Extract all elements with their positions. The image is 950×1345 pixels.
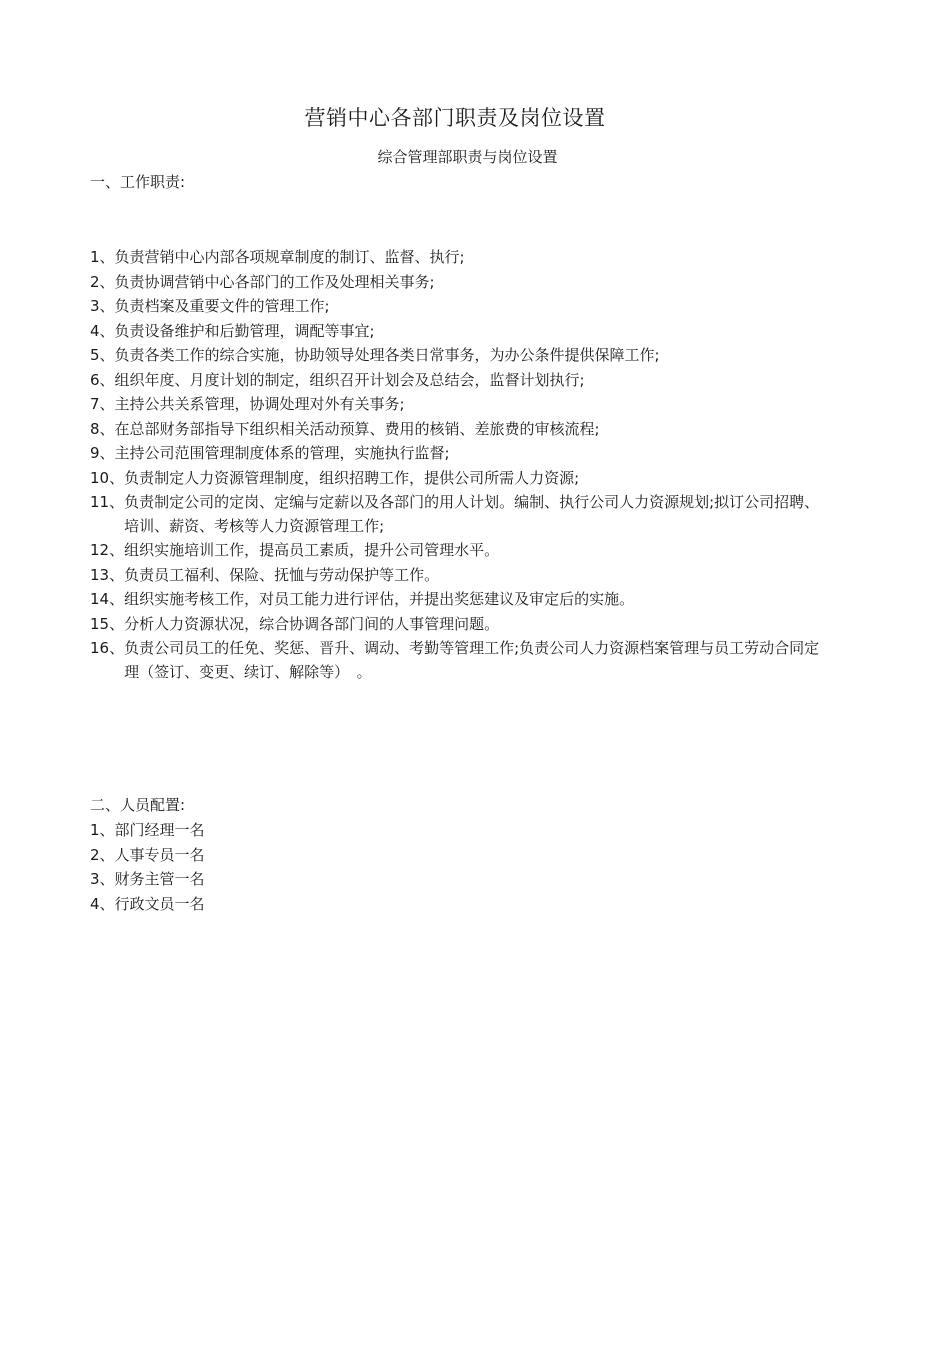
page-title: 营销中心各部门职责及岗位设置	[304, 106, 606, 130]
item-text: 部门经理一名	[114, 821, 205, 839]
item-text: 人事专员一名	[114, 845, 205, 864]
item-text: 负责公司员工的任免、奖惩、晋升、调动、考勤等管理工作;负责公司人力资源档案管理与员工劳动合同定理（签订、变更、续订、解除等） 。	[124, 639, 820, 681]
item-text: 负责协调营销中心各部门的工作及处理相关事务;	[114, 272, 435, 291]
item-text: 主持公司范围管理制度体系的管理，实施执行监督;	[114, 444, 450, 462]
item-text: 行政文员一名	[114, 894, 205, 913]
item-number: 1、	[90, 821, 115, 839]
item-number: 6、	[90, 370, 115, 389]
item-text: 负责制定公司的定岗、定编与定薪以及各部门的用人计划。编制、执行公司人力资源规划;拟订公司招聘、培训、薪资、考核等人力资源管理工作;	[124, 493, 820, 535]
item-number: 3、	[90, 297, 115, 315]
item-number: 5、	[90, 346, 115, 364]
item-text: 负责员工福利、保险、抚恤与劳动保护等工作。	[124, 565, 440, 584]
item-number: 13、	[90, 565, 125, 584]
item-text: 在总部财务部指导下组织相关活动预算、费用的核销、差旅费的审核流程;	[114, 419, 600, 438]
item-number: 16、	[90, 639, 125, 657]
item-number: 3、	[90, 870, 115, 888]
item-number: 8、	[90, 419, 115, 438]
item-text: 负责各类工作的综合实施，协助领导处理各类日常事务，为办公条件提供保障工作;	[114, 346, 660, 364]
item-number: 9、	[90, 444, 115, 462]
list-item	[90, 270, 820, 295]
item-number: 10、	[90, 468, 125, 487]
list-item	[90, 843, 205, 868]
list-item	[90, 343, 820, 368]
item-text: 组织年度、月度计划的制定，组织召开计划会及总结会，监督计划执行;	[114, 370, 585, 389]
list-item	[90, 563, 820, 588]
list-item	[90, 245, 820, 270]
list-item	[90, 818, 205, 843]
item-number: 14、	[90, 590, 125, 608]
item-text: 财务主管一名	[114, 870, 205, 888]
item-number: 4、	[90, 894, 115, 913]
item-text: 分析人力资源状况，综合协调各部门间的人事管理问题。	[124, 614, 500, 633]
list-item	[90, 636, 820, 684]
list-item	[90, 441, 820, 466]
list-item	[90, 392, 820, 417]
list-item	[90, 294, 820, 319]
item-text: 负责档案及重要文件的管理工作;	[114, 297, 330, 315]
duties-heading: 一、工作职责:	[90, 173, 186, 191]
item-text: 主持公共关系管理，协调处理对外有关事务;	[114, 395, 405, 413]
item-text: 组织实施考核工作，对员工能力进行评估，并提出奖惩建议及审定后的实施。	[124, 590, 635, 608]
item-text: 负责营销中心内部各项规章制度的制订、监督、执行;	[114, 248, 465, 266]
item-text: 组织实施培训工作，提高员工素质，提升公司管理水平。	[124, 541, 500, 559]
item-number: 15、	[90, 614, 125, 633]
list-item	[90, 368, 820, 393]
item-number: 2、	[90, 272, 115, 291]
item-number: 2、	[90, 845, 115, 864]
list-item	[90, 867, 205, 892]
list-item	[90, 538, 820, 563]
list-item	[90, 612, 820, 637]
list-item	[90, 466, 820, 491]
item-number: 7、	[90, 395, 115, 413]
item-number: 11、	[90, 493, 125, 511]
list-item	[90, 319, 820, 344]
item-number: 1、	[90, 248, 115, 266]
item-text: 负责制定人力资源管理制度，组织招聘工作，提供公司所需人力资源;	[124, 468, 580, 487]
list-item	[90, 587, 820, 612]
page-subtitle: 综合管理部职责与岗位设置	[377, 148, 558, 166]
item-number: 12、	[90, 541, 125, 559]
item-number: 4、	[90, 321, 115, 340]
list-item	[90, 892, 205, 917]
list-item	[90, 490, 820, 538]
duties-list	[90, 245, 820, 684]
staffing-heading: 二、人员配置:	[90, 796, 186, 814]
staffing-list	[90, 818, 205, 916]
list-item	[90, 417, 820, 442]
item-text: 负责设备维护和后勤管理，调配等事宜;	[114, 321, 375, 340]
